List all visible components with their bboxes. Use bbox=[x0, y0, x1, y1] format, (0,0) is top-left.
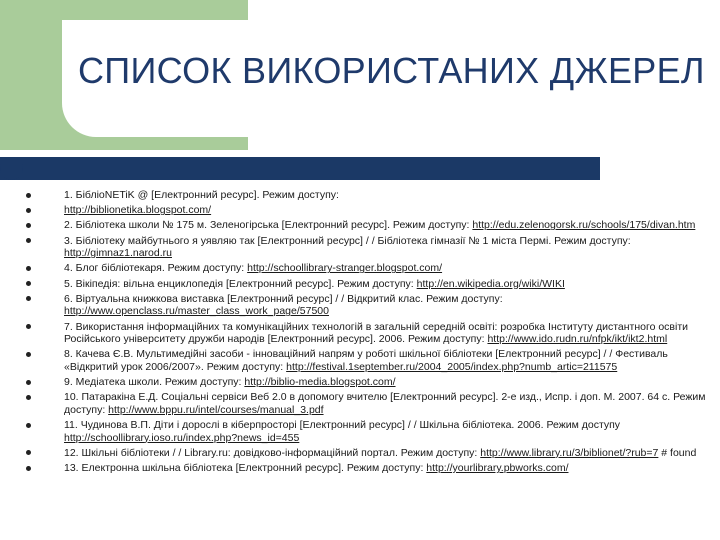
bullet-icon bbox=[26, 223, 31, 228]
source-text: 9. Медіатека школи. Режим доступу: bbox=[64, 376, 245, 389]
source-suffix: # found bbox=[658, 446, 697, 459]
source-link[interactable]: http://www.openclass.ru/master_class_work_page/57500 bbox=[64, 305, 329, 318]
bullet-icon bbox=[26, 266, 31, 271]
list-item bbox=[26, 219, 706, 232]
source-link[interactable]: http://schoollibrary.ioso.ru/index.php?news_id=455 bbox=[64, 431, 300, 444]
bullet-icon bbox=[26, 324, 31, 329]
list-item bbox=[26, 391, 706, 416]
source-link[interactable]: http://schoollibrary-stranger.blogspot.com/ bbox=[247, 262, 443, 275]
source-text: 10. Патаракіна Е.Д. Соціальні сервіси Веб 2.0 в допомогу вчителю [Електронний ресурс]. 2-е изд., Испр. і доп. М. 2007. 64 с. Режим доступу: bbox=[64, 391, 706, 416]
bullet-icon bbox=[26, 352, 31, 357]
bullet-icon bbox=[26, 281, 31, 286]
bullet-icon bbox=[26, 380, 31, 385]
list-item bbox=[26, 376, 706, 389]
bullet-icon bbox=[26, 238, 31, 243]
source-text: 8. Качева Є.В. Мультимедійні засоби - інноваційний напрям у роботі шкільної бібліотеки [Електронний ресурс] / / Фестиваль «Відкритий урок 2006/2007». Режим доступу: bbox=[64, 348, 668, 373]
source-link[interactable]: http://en.wikipedia.org/wiki/WIKI bbox=[416, 277, 565, 290]
source-list bbox=[26, 189, 706, 477]
list-item bbox=[26, 419, 706, 444]
source-text: 5. Вікіпедія: вільна енциклопедія [Електронний ресурс]. Режим доступу: bbox=[64, 277, 417, 290]
source-text: 1. БібліоNETiK @ [Електронний ресурс]. Режим доступу: bbox=[64, 189, 339, 201]
slide-title: СПИСОК ВИКОРИСТАНИХ ДЖЕРЕЛ bbox=[78, 50, 705, 91]
source-link[interactable]: http://edu.zelenogorsk.ru/schools/175/divan.htm bbox=[472, 219, 696, 232]
bullet-icon bbox=[26, 395, 31, 400]
bullet-icon bbox=[26, 296, 31, 301]
list-item bbox=[26, 447, 706, 460]
source-link[interactable]: http://yourlibrary.pbworks.com/ bbox=[426, 462, 569, 474]
source-link[interactable]: http://www.ido.rudn.ru/nfpk/ikt/ikt2.html bbox=[487, 333, 668, 346]
source-text: 13. Електронна шкільна бібліотека [Електронний ресурс]. Режим доступу: bbox=[64, 462, 427, 474]
list-item bbox=[26, 235, 706, 260]
divider-bar-cap bbox=[0, 157, 23, 180]
bullet-icon bbox=[26, 208, 31, 213]
list-item bbox=[26, 321, 706, 346]
list-item bbox=[26, 278, 706, 291]
source-link[interactable]: http://www.bppu.ru/intel/courses/manual_3.pdf bbox=[108, 403, 324, 416]
source-link[interactable]: http://gimnaz1.narod.ru bbox=[64, 247, 172, 260]
bullet-icon bbox=[26, 450, 31, 455]
source-link[interactable]: http://biblio-media.blogspot.com/ bbox=[244, 376, 396, 389]
source-text: 3. Бібліотеку майбутнього я уявляю так [Електронний ресурс] / / Бібліотека гімназії № 1 міста Пермі. Режим доступу: bbox=[64, 234, 631, 247]
source-link[interactable]: http://festival.1september.ru/2004_2005/index.php?numb_artic=211575 bbox=[286, 360, 618, 373]
source-text: 12. Шкільні бібліотеки / / Library.ru: довідково-інформаційний портал. Режим доступу: bbox=[64, 446, 481, 459]
bullet-icon bbox=[26, 193, 31, 198]
bullet-icon bbox=[26, 466, 31, 471]
source-text: 2. Бібліотека школи № 175 м. Зеленогірська [Електронний ресурс]. Режим доступу: bbox=[64, 219, 473, 232]
source-text: 4. Блог бібліотекаря. Режим доступу: bbox=[64, 262, 248, 275]
list-item bbox=[26, 204, 706, 217]
source-text: 11. Чудинова В.П. Діти і дорослі в кіберпросторі [Електронний ресурс] / / Шкільна бібліотека. 2006. Режим доступу bbox=[64, 419, 621, 432]
list-item bbox=[26, 462, 706, 475]
source-link[interactable]: http://biblionetika.blogspot.com/ bbox=[64, 204, 212, 217]
list-item bbox=[26, 262, 706, 275]
list-item bbox=[26, 293, 706, 318]
list-item bbox=[26, 189, 706, 202]
divider-bar bbox=[0, 157, 600, 180]
source-text: 7. Використання інформаційних та комунікаційних технологій в загальній середній освіті: розробка Інституту дистантного освіти Російського університету дружби народів [Електронний ресурс]. 2006. Режим доступу: bbox=[64, 320, 689, 346]
bullet-icon bbox=[26, 423, 31, 428]
source-link[interactable]: http://www.library.ru/3/biblionet/?rub=7 bbox=[480, 446, 659, 459]
source-text: 6. Віртуальна книжкова виставка [Електронний ресурс] / / Відкритий клас. Режим доступу: bbox=[64, 292, 503, 305]
list-item bbox=[26, 348, 706, 373]
